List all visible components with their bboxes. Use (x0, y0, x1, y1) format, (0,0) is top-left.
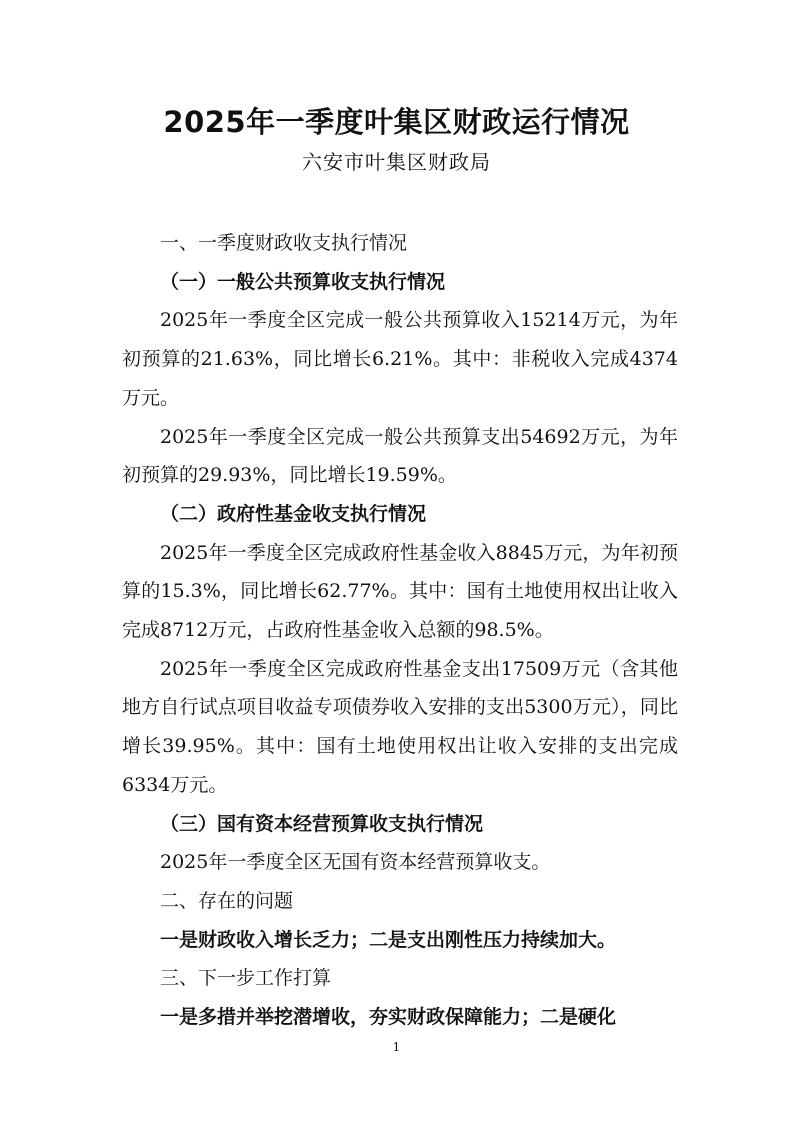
document-author: 六安市叶集区财政局 (302, 150, 491, 174)
section-heading-2: 二、存在的问题 (160, 889, 294, 912)
paragraph-general-budget-revenue: 2025年一季度全区完成一般公共预算收入15214万元，为年初预算的21.63%，同比增长6.21%。其中：非税收入完成4374万元。 (122, 309, 678, 409)
paragraph-fund-revenue: 2025年一季度全区完成政府性基金收入8845万元，为年初预算的15.3%，同比增长62.77%。其中：国有土地使用权出让收入完成8712万元，占政府性基金收入总额的98.5%。 (122, 541, 678, 642)
document-body (122, 224, 678, 1037)
section-heading-1: 一、一季度财政收支执行情况 (160, 232, 408, 254)
subsection-heading-2: （二）政府性基金收支执行情况 (160, 502, 427, 525)
page-number: 1 (392, 1040, 401, 1054)
paragraph-general-budget-expenditure: 2025年一季度全区完成一般公共预算支出54692万元，为年初预算的29.93%，同比增长19.59%。 (122, 425, 678, 487)
paragraph-problems: 一是财政收入增长乏力；二是支出刚性压力持续加大。 (160, 928, 617, 951)
paragraph-fund-expenditure: 2025年一季度全区完成政府性基金支出17509万元（含其他地方自行试点项目收益专项债券收入安排的支出5300万元），同比增长39.95%。其中：国有土地使用权出让收入安排的支出完成6334万元。 (122, 657, 678, 796)
section-heading-3: 三、下一步工作打算 (160, 967, 332, 990)
paragraph-next-steps: 一是多措并举挖潜增收，夯实财政保障能力；二是硬化 (160, 1006, 617, 1029)
paragraph-state-capital: 2025年一季度全区无国有资本经营预算收支。 (160, 851, 551, 874)
subsection-heading-3: （三）国有资本经营预算收支执行情况 (160, 812, 484, 835)
document-title: 2025年一季度叶集区财政运行情况 (163, 105, 630, 139)
subsection-heading-1: （一）一般公共预算收支执行情况 (160, 270, 446, 293)
